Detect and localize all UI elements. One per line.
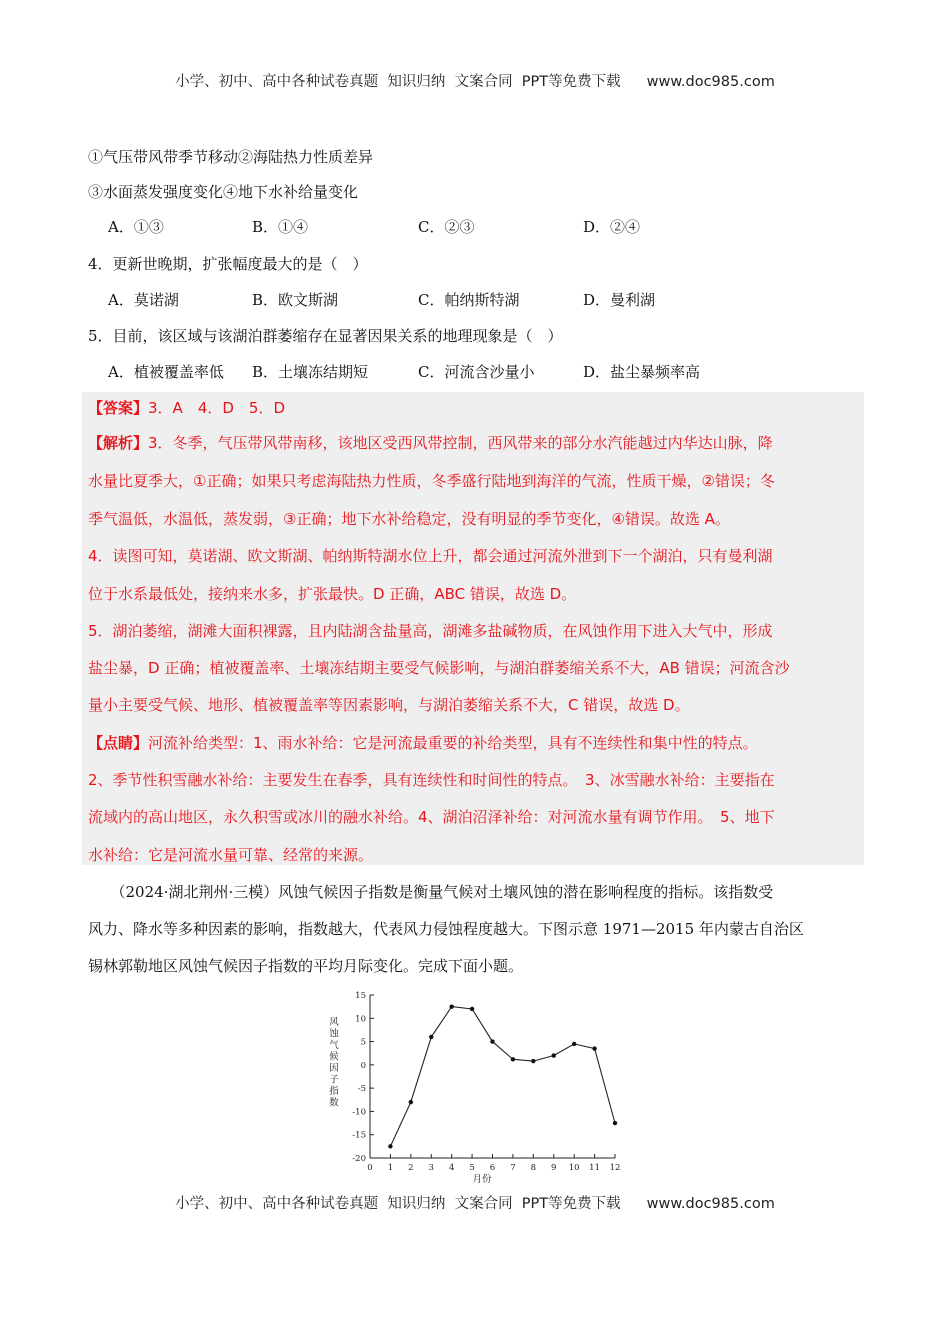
- analysis-text-1: 3．冬季，气压带风带南移，该地区受西风带控制，西风带来的部分水汽能越过内华达山脉，降: [148, 434, 773, 452]
- q5-stem: 5．目前，该区域与该湖泊群萎缩存在显著因果关系的地理现象是（ ）: [88, 327, 563, 345]
- footer-url[interactable]: www.doc985.com: [646, 1196, 775, 1212]
- data-point: [572, 1042, 576, 1046]
- y-tick-label: 10: [355, 1014, 366, 1025]
- data-point: [531, 1059, 535, 1063]
- y-tick-label: 15: [355, 991, 366, 1001]
- analysis-label: 【解析】: [88, 434, 149, 452]
- analysis-line-8: 量小主要受气候、地形、植被覆盖率等因素影响，与湖泊萎缩关系不大，C 错误，故选 D。: [88, 696, 690, 714]
- y-label-char: 数: [329, 1097, 339, 1109]
- intro-line-3: 锡林郭勒地区风蚀气候因子指数的平均月际变化。完成下面小题。: [88, 957, 524, 975]
- chart-axes: [370, 995, 615, 1158]
- x-tick-label: 2: [408, 1163, 414, 1173]
- x-tick-label: 9: [551, 1163, 557, 1173]
- q4-option-a: A．莫诺湖: [108, 291, 179, 309]
- q5-option-d: D．盐尘暴频率高: [583, 363, 701, 381]
- q4-stem: 4．更新世晚期，扩张幅度最大的是（ ）: [88, 255, 368, 273]
- intro-line-1: （2024·湖北荆州·三模）风蚀气候因子指数是衡量气候对土壤风蚀的潜在影响程度的指标。该指数受: [88, 883, 774, 901]
- x-tick-label: 12: [609, 1163, 621, 1173]
- chart-x-ticks: [367, 1154, 620, 1173]
- y-label-char: 蚀: [329, 1028, 339, 1040]
- data-point: [429, 1035, 433, 1039]
- q4-option-b: B．欧文斯湖: [252, 291, 339, 309]
- data-point: [470, 1007, 474, 1011]
- data-point: [592, 1046, 596, 1050]
- answer-line: [88, 397, 285, 418]
- analysis-line-5: 位于水系最低处，接纳来水多，扩张最快。D 正确，ABC 错误，故选 D。: [88, 585, 577, 603]
- y-tick-label: -5: [357, 1084, 366, 1095]
- analysis-line-2: 水量比夏季大，①正确；如果只考虑海陆热力性质，冬季盛行陆地到海洋的气流，性质干燥，②错误；冬: [88, 472, 775, 490]
- comment-label: 【点睛】: [88, 734, 149, 752]
- y-label-char: 子: [329, 1074, 339, 1086]
- y-axis-label: [329, 1017, 339, 1109]
- page-footer: [0, 1192, 950, 1213]
- y-label-char: 气: [329, 1040, 339, 1051]
- y-tick-label: 0: [360, 1060, 366, 1071]
- footer-text: 小学、初中、高中各种试卷真题 知识归纳 文案合同 PPT等免费下载: [175, 1196, 621, 1212]
- q4-option-d: D．曼利湖: [583, 291, 656, 309]
- q5-option-c: C．河流含沙量小: [418, 363, 535, 381]
- y-label-char: 指: [329, 1086, 339, 1097]
- q5-option-a: A．植被覆盖率低: [108, 363, 224, 381]
- comment-line-2: 2、季节性积雪融水补给：主要发生在春季，具有连续性和时间性的特点。 3、冰雪融水补给：主要指在: [88, 771, 775, 789]
- x-tick-label: 6: [489, 1163, 496, 1173]
- x-tick-label: 1: [387, 1163, 394, 1173]
- x-tick-label: 11: [589, 1163, 600, 1173]
- comment-line-4: 水补给：它是河流水量可靠、经常的来源。: [88, 846, 374, 864]
- comment-line-1: [88, 732, 758, 753]
- analysis-line-1: [88, 432, 773, 453]
- x-tick-label: 7: [510, 1163, 516, 1173]
- q3-option-a: A．①③: [108, 218, 164, 236]
- analysis-line-3: 季气温低，水温低，蒸发弱，③正确；地下水补给稳定，没有明显的季节变化，④错误。故选 A。: [88, 510, 730, 528]
- q3-items-line2: ③水面蒸发强度变化④地下水补给量变化: [88, 183, 359, 201]
- series-line: [390, 1007, 615, 1147]
- analysis-line-7: 盐尘暴，D 正确；植被覆盖率、土壤冻结期主要受气候影响，与湖泊群萎缩关系不大，AB 错误；河流含沙: [88, 659, 790, 677]
- y-label-char: 风: [329, 1017, 339, 1028]
- q3-option-b: B．①④: [252, 218, 309, 236]
- y-label-char: 因: [329, 1063, 339, 1074]
- y-label-char: 候: [329, 1051, 339, 1063]
- data-point: [409, 1100, 413, 1104]
- data-point: [490, 1039, 494, 1043]
- wind-erosion-chart: [325, 985, 625, 1185]
- analysis-line-4: 4．读图可知，莫诺湖、欧文斯湖、帕纳斯特湖水位上升，都会通过河流外泄到下一个湖泊，只有曼利湖: [88, 547, 773, 565]
- y-tick-label: 5: [360, 1037, 366, 1048]
- x-tick-label: 4: [448, 1163, 455, 1173]
- answer-text: 3．A 4．D 5．D: [148, 399, 286, 417]
- x-axis-label: 月份: [472, 1174, 492, 1185]
- q5-option-b: B．土壤冻结期短: [252, 363, 369, 381]
- y-tick-label: -10: [352, 1107, 366, 1118]
- data-point: [613, 1121, 617, 1125]
- header-url[interactable]: www.doc985.com: [646, 74, 775, 90]
- q4-option-c: C．帕纳斯特湖: [418, 291, 520, 309]
- series-points: [388, 1004, 617, 1148]
- x-tick-label: 5: [469, 1163, 475, 1173]
- data-point: [388, 1144, 392, 1148]
- y-tick-label: -15: [352, 1130, 366, 1141]
- q3-option-c: C．②③: [418, 218, 475, 236]
- answer-label: 【答案】: [88, 399, 149, 417]
- data-point: [449, 1004, 453, 1008]
- data-point: [511, 1057, 515, 1061]
- chart-y-ticks: [352, 991, 374, 1164]
- y-tick-label: -20: [352, 1154, 366, 1164]
- q3-option-d: D．②④: [583, 218, 641, 236]
- x-tick-label: 8: [530, 1163, 537, 1173]
- data-point: [552, 1053, 556, 1057]
- header-text: 小学、初中、高中各种试卷真题 知识归纳 文案合同 PPT等免费下载: [175, 74, 621, 90]
- x-tick-label: 10: [568, 1163, 580, 1173]
- x-tick-label: 0: [367, 1163, 373, 1173]
- analysis-line-6: 5．湖泊萎缩，湖滩大面积裸露，且内陆湖含盐量高，湖滩多盐碱物质，在风蚀作用下进入大气中，形成: [88, 622, 773, 640]
- page-header: [0, 70, 950, 91]
- x-tick-label: 3: [428, 1163, 434, 1173]
- comment-text-1: 河流补给类型：1、雨水补给：它是河流最重要的补给类型，具有不连续性和集中性的特点。: [148, 734, 758, 752]
- intro-line-2: 风力、降水等多种因素的影响，指数越大，代表风力侵蚀程度越大。下图示意 1971—2015 年内蒙古自治区: [88, 920, 804, 938]
- q3-items-line1: ①气压带风带季节移动②海陆热力性质差异: [88, 148, 374, 166]
- comment-line-3: 流域内的高山地区，永久积雪或冰川的融水补给。4、湖泊沼泽补给：对河流水量有调节作用。 5、地下: [88, 808, 775, 826]
